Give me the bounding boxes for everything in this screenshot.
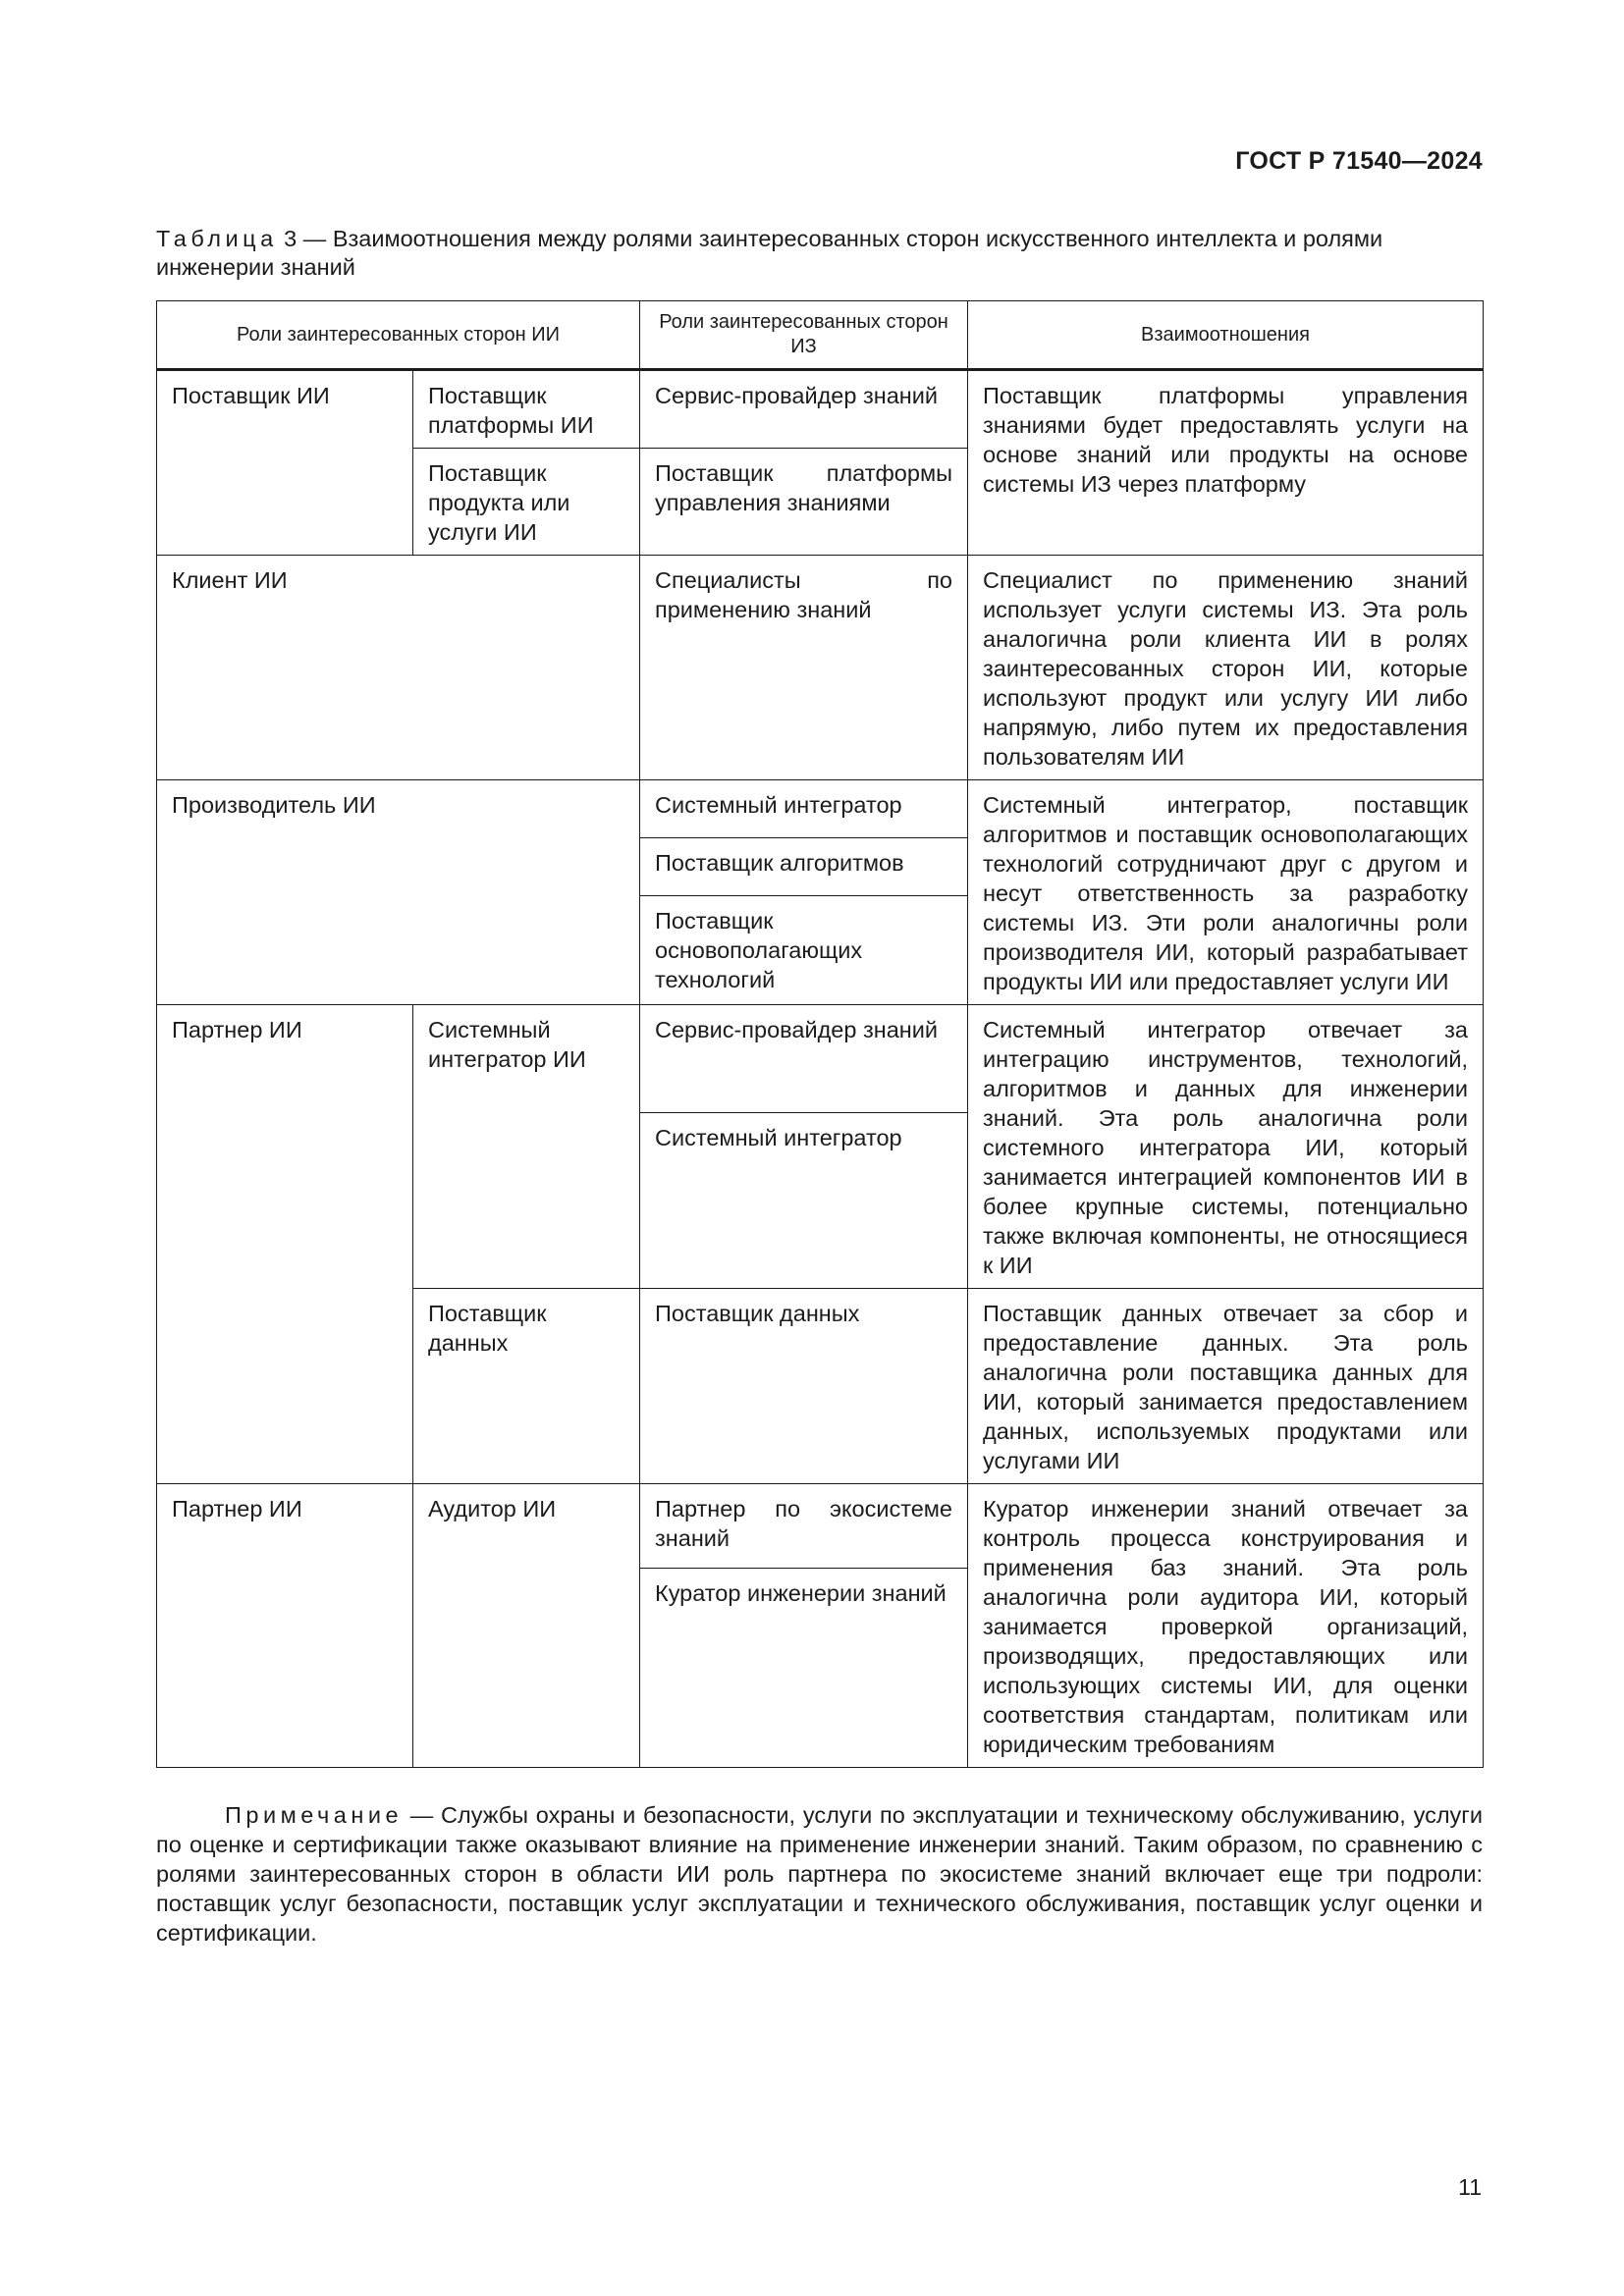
- document-number: ГОСТ Р 71540—2024: [1235, 147, 1483, 175]
- relationship-cell: Системный интегратор отвечает за интеграцию инструментов, технологий, алгоритмов и данных для инженерии знаний. Эта роль аналогична роли системного интегратора ИИ, который занимается интеграцией компонентов ИИ в более крупные системы, потенциально также включая компоненты, не относящиеся к ИИ: [968, 1005, 1484, 1289]
- table-row: [157, 1005, 1484, 1113]
- caption-label: Таблица: [156, 226, 278, 251]
- ke-role-cell: Куратор инженерии знаний: [640, 1569, 968, 1768]
- page-number: 11: [1458, 2174, 1482, 2200]
- ke-role-cell: Сервис-провайдер знаний: [640, 1005, 968, 1113]
- ke-role-cell: Сервис-провайдер знаний: [640, 370, 968, 449]
- ke-role-cell: Специалисты по применению знаний: [640, 556, 968, 780]
- relationship-cell: Системный интегратор, поставщик алгоритмов и поставщик основополагающих технологий сотрудничают друг с другом и несут ответственность за разработку системы ИЗ. Эти роли аналогичны роли производителя ИИ, который разрабатывает продукты ИИ или предоставляет услуги ИИ: [968, 780, 1484, 1005]
- ai-role-cell: Поставщик ИИ: [157, 370, 413, 556]
- ai-subrole-cell: Поставщик продукта или услуги ИИ: [413, 449, 640, 556]
- ai-subrole-cell: Поставщик платформы ИИ: [413, 370, 640, 449]
- relationship-cell: Специалист по применению знаний использует услуги системы ИЗ. Эта роль аналогична роли клиента ИИ в ролях заинтересованных сторон ИИ, которые используют продукт или услугу ИИ либо напрямую, либо путем их предоставления пользователям ИИ: [968, 556, 1484, 780]
- roles-relationship-table: [156, 300, 1484, 1768]
- relationship-cell: Поставщик платформы управления знаниями будет предоставлять услуги на основе знаний или продукты на основе системы ИЗ через платформу: [968, 370, 1484, 556]
- table-note: [156, 1800, 1483, 1948]
- ke-role-cell: Партнер по экосистеме знаний: [640, 1484, 968, 1569]
- ke-role-cell: Поставщик платформы управления знаниями: [640, 449, 968, 556]
- header-relationship: Взаимоотношения: [968, 301, 1484, 370]
- ai-role-cell: Клиент ИИ: [157, 556, 640, 780]
- header-ke-roles: Роли заинтересованных сторон ИЗ: [640, 301, 968, 370]
- ai-subrole-cell: Системный интегратор ИИ: [413, 1005, 640, 1289]
- ai-role-cell: Партнер ИИ: [157, 1484, 413, 1768]
- ai-subrole-cell: Поставщик данных: [413, 1289, 640, 1484]
- relationship-cell: Поставщик данных отвечает за сбор и предоставление данных. Эта роль аналогична роли поставщика данных для ИИ, который занимается предоставлением данных, используемых продуктами или услугами ИИ: [968, 1289, 1484, 1484]
- ke-role-cell: Системный интегратор: [640, 1113, 968, 1289]
- ai-subrole-cell: Аудитор ИИ: [413, 1484, 640, 1768]
- ke-role-cell: Поставщик данных: [640, 1289, 968, 1484]
- ai-role-cell: Партнер ИИ: [157, 1005, 413, 1484]
- ai-role-cell: Производитель ИИ: [157, 780, 640, 1005]
- header-ai-roles: Роли заинтересованных сторон ИИ: [157, 301, 640, 370]
- table-header-row: [157, 301, 1484, 370]
- table-row: [157, 780, 1484, 838]
- relationship-cell: Куратор инженерии знаний отвечает за контроль процесса конструирования и применения баз знаний. Эта роль аналогична роли аудитора ИИ, который занимается проверкой организаций, производящих, предоставляющих или использующих системы ИИ, для оценки соответствия стандартам, политикам или юридическим требованиям: [968, 1484, 1484, 1768]
- note-text: — Службы охраны и безопасности, услуги по эксплуатации и техническому обслуживанию, услуги по оценке и сертификации также оказывают влияние на применение инженерии знаний. Таким образом, по сравнению с ролями заинтересованных сторон в области ИИ роль партнера по экосистеме знаний включает еще три подроли: поставщик услуг безопасности, поставщик услуг эксплуатации и технического обслуживания, поставщик услуг оценки и сертификации.: [156, 1802, 1483, 1946]
- table-caption: [156, 225, 1482, 282]
- note-label: Примечание: [225, 1802, 404, 1828]
- table-row: [157, 370, 1484, 449]
- ke-role-cell: Поставщик алгоритмов: [640, 838, 968, 896]
- caption-title: 3 — Взаимоотношения между ролями заинтересованных сторон искусственного интеллекта и ролями инженерии знаний: [156, 226, 1383, 280]
- ke-role-cell: Системный интегратор: [640, 780, 968, 838]
- table-row: [157, 1484, 1484, 1569]
- ke-role-cell: Поставщик основополагающих технологий: [640, 896, 968, 1005]
- table-row: [157, 556, 1484, 780]
